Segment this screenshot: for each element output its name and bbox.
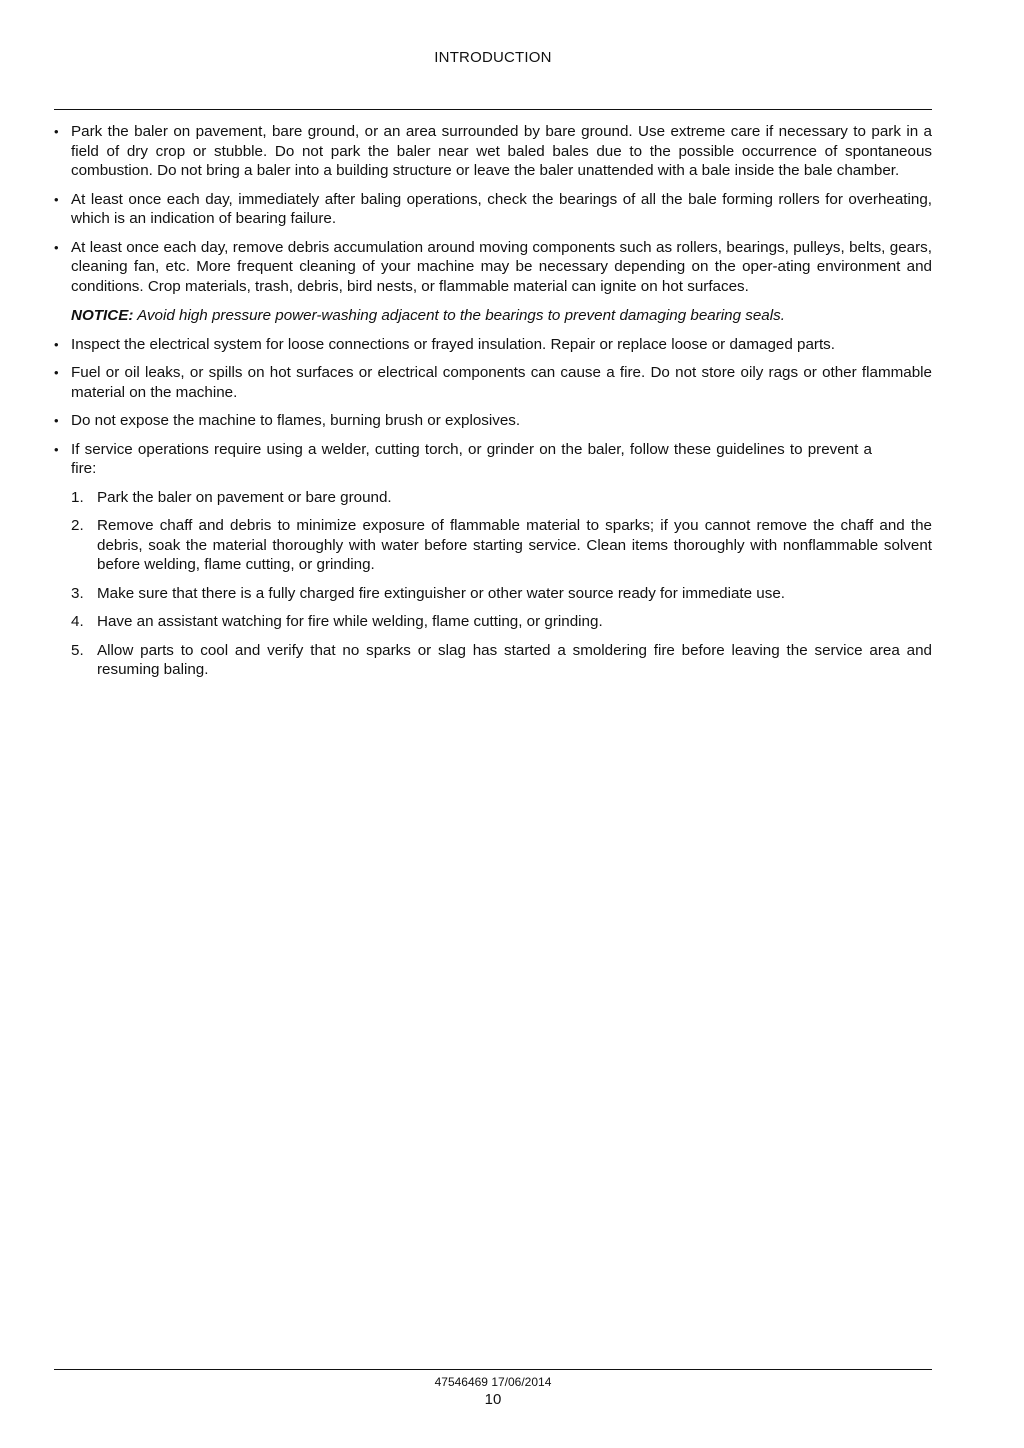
bullet-icon: • (54, 239, 59, 255)
step-item (54, 488, 932, 508)
bullet-icon: • (54, 124, 59, 139)
step-text: Make sure that there is a fully charged fire extinguisher or other water source ready for immediate use. (97, 584, 785, 602)
document-code: 47546469 17/06/2014 (434, 1375, 552, 1389)
step-item (54, 516, 932, 575)
bullet-icon: • (54, 441, 59, 457)
bullet-icon: • (54, 336, 59, 352)
bullet-text: Park the baler on pavement, bare ground, or an area surrounded by bare ground. Use extreme care if necessary to park in a field of dry crop or stubble. Do not park the baler near wet baled bales due to the possible occurrence of spontaneous combustion. Do not bring a baler into a building structure or leave the baler unattended with a bale inside the bale chamber. (71, 123, 932, 179)
step-number: 1. (71, 488, 84, 506)
notice-label: NOTICE: (71, 307, 134, 324)
bullet-item-remove-debris (54, 238, 932, 297)
bullet-text: Do not expose the machine to flames, burning brush or explosives. (71, 412, 521, 429)
step-number: 5. (71, 641, 84, 659)
bullet-item-service-operations (54, 440, 932, 479)
bullet-item-park-location (54, 122, 932, 181)
step-item (54, 641, 932, 680)
notice-text: Avoid high pressure power-washing adjacent to the bearings to prevent damaging bearing seals. (133, 307, 785, 324)
step-text: Park the baler on pavement or bare ground. (97, 488, 392, 506)
step-number: 3. (71, 584, 84, 602)
bullet-icon: • (54, 413, 59, 428)
bullet-item-fuel-leaks (54, 363, 932, 402)
bullet-text: Fuel or oil leaks, or spills on hot surfaces or electrical components can cause a fire. Do not store oily rags or other flammable material on the machine. (71, 364, 932, 401)
bullet-item-electrical-system (54, 335, 932, 355)
document-body (54, 122, 932, 689)
bullet-item-flames (54, 411, 932, 431)
notice-block (54, 306, 932, 326)
bullet-icon: • (54, 191, 59, 207)
page-number: 10 (484, 1391, 502, 1408)
bullet-icon: • (54, 365, 59, 380)
bullet-text: At least once each day, remove debris accumulation around moving components such as rollers, bearings, pulleys, belts, gears, cleaning fan, etc. More frequent cleaning of your machine may be necessary depending on the oper-ating environment and conditions. Crop materials, trash, debris, bird nests, or flammable material can ignite on hot surfaces. (71, 238, 932, 295)
bullet-text: Inspect the electrical system for loose connections or frayed insulation. Repair or replace loose or damaged parts. (71, 335, 835, 353)
bullet-item-check-bearings (54, 190, 932, 229)
step-item (54, 612, 932, 632)
header-divider (54, 109, 932, 110)
bullet-text: If service operations require using a welder, cutting torch, or grinder on the baler, follow these guidelines to prevent a fire: (71, 440, 872, 477)
page-header-title: INTRODUCTION (434, 49, 552, 66)
bullet-text: At least once each day, immediately after baling operations, check the bearings of all the bale forming rollers for overheating, which is an indication of bearing failure. (71, 190, 932, 227)
step-number: 4. (71, 613, 84, 630)
step-text: Allow parts to cool and verify that no sparks or slag has started a smoldering fire before leaving the service area and resuming baling. (97, 641, 932, 678)
step-item (54, 584, 932, 604)
footer-divider (54, 1369, 932, 1370)
step-text: Remove chaff and debris to minimize exposure of flammable material to sparks; if you cannot remove the chaff and the debris, soak the material thoroughly with water before starting service. Clean items thoroughly with nonflammable solvent before welding, flame cutting, or grinding. (97, 517, 932, 573)
step-number: 2. (71, 517, 84, 534)
step-text: Have an assistant watching for fire while welding, flame cutting, or grinding. (97, 613, 603, 630)
